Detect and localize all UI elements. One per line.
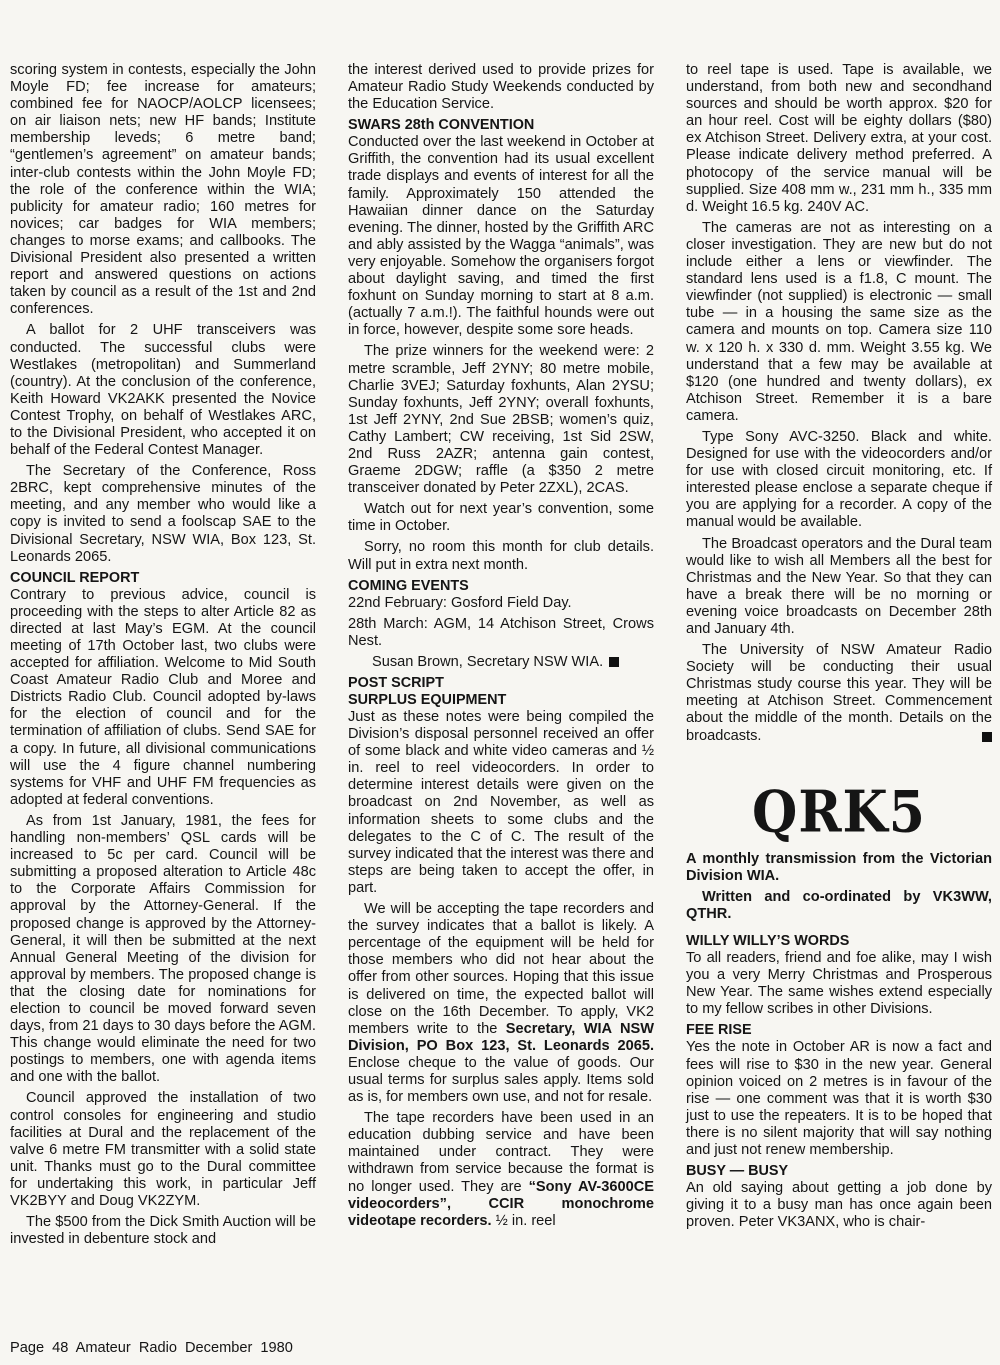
paragraph: Conducted over the last weekend in October at Griffith, the convention had its usual excellent trade displays and events of interest for all the family. Approximately 150 attended the Hawaiian dinner dance on the Saturday evening. The dinner, hosted by the Griffith ARC and ably assisted by the Wagga “animals”, was very enjoyable. Somehow the organisers forgot about daylight saving, and timed the first foxhunt on Sunday morning to start at 8 a.m. (actually 7 a.m.!). The faithful hounds were out in force, however, despite some sore heads. xyxy=(348,134,654,339)
page-footer: Page 48 Amateur Radio December 1980 xyxy=(10,1340,293,1356)
column-middle xyxy=(348,62,654,1234)
section-heading-fee-rise: FEE RISE xyxy=(686,1022,752,1039)
paragraph: Council approved the installation of two control consoles for engineering and studio facilities at Dural and the replacement of the valve 6 metre FM transmitter with a solid state unit. Thanks must go to the Dural committee for undertaking this work, in particular Jeff VK2BYY and Doug VK2ZYM. xyxy=(10,1090,316,1209)
column-left xyxy=(10,62,316,1252)
paragraph: Watch out for next year’s convention, some time in October. xyxy=(348,501,654,535)
paragraph: An old saying about getting a job done by giving it to a busy man has once again been proven. Peter VK3ANX, who is chair- xyxy=(686,1180,992,1231)
paragraph xyxy=(348,901,654,1106)
text-run: ½ in. reel xyxy=(491,1212,556,1229)
paragraph: Contrary to previous advice, council is proceeding with the steps to alter Article 82 as directed at last May’s EGM. At the council meeting of 17th October last, two clubs were accepted for affiliation. Welcome to Mid South Coast Amateur Radio Club and Moree and Districts Radio Club. Council adopted by-laws for the election of council and for the termination of affiliation of clubs. Send SAE for a copy. In future, all divisional communications will use the 4 figure channel numbering systems for VHF and UHF FM frequencies as adopted at federal conventions. xyxy=(10,586,316,808)
column-subtitle: A monthly transmission from the Victorian Division WIA. xyxy=(686,850,992,884)
section-heading-swars: SWARS 28th CONVENTION xyxy=(348,117,535,134)
product-name-bold: “Sony AV-3600CE videocorders”, CCIR monochrome videotape recorders. xyxy=(348,1178,654,1229)
event-item: 28th March: AGM, 14 Atchison Street, Crows Nest. xyxy=(348,615,654,649)
paragraph: Just as these notes were being compiled the Division’s disposal personnel received an offer of some black and white video cameras and ½ in. reel to reel videocorders. In order to determine interest details were given on the broadcast on 2nd November, as well as information sheets to some clubs and the delegates to the C of C. The result of the survey indicated that the interest was there and steps are being taken to accept the offer, in part. xyxy=(348,709,654,896)
end-of-article-mark xyxy=(609,657,619,667)
column-byline: Written and co-ordinated by VK3WW, QTHR. xyxy=(686,888,992,922)
text-run: We will be accepting the tape recorders and the survey indicates that a ballot is likely. A percentage of the equipment will be held for those members who did not hear about the offer from other sources. Hoping that this issue is delivered on time, the expected ballot will close on the 16th December. To apply, VK2 members write to the xyxy=(348,901,654,1037)
section-heading-post-script: POST SCRIPT xyxy=(348,675,444,691)
address-bold: Secretary, WIA NSW Division, PO Box 123, St. Leonards 2065. xyxy=(348,1020,654,1054)
paragraph: The Secretary of the Conference, Ross 2BRC, kept comprehensive minutes of the meeting, and any member who would like a copy is invited to send a foolscap SAE to the Divisional Secretary, NSW WIA, Box 123, St. Leonards 2065. xyxy=(10,463,316,565)
paragraph: To all readers, friend and foe alike, may I wish you a very Merry Christmas and Prosperous New Year. The same wishes extend especially to my fellow scribes in other Divisions. xyxy=(686,950,992,1018)
section-heading-busy: BUSY — BUSY xyxy=(686,1163,789,1180)
paragraph: to reel tape is used. Tape is available, we understand, from both new and secondhand sources and should be worth approx. $20 for an hour reel. Cost will be eighty dollars ($80) ex Atchison Street. Delivery extra, at your cost. Please indicate delivery method preferred. A photocopy of the service manual will be supplied. Size 408 mm w., 231 mm h., 335 mm d. Weight 16.5 kg. 240V AC. xyxy=(686,62,992,215)
paragraph: Yes the note in October AR is now a fact and fees will rise to $30 in the new year. General opinion voiced on 2 metres is in favour of the rise — one comment was that it is worth $30 just to use the repeaters. It is to be hoped that there is no silent majority that will say nothing and just not renew membership. xyxy=(686,1039,992,1158)
text-run: Enclose cheque to the value of goods. Our usual terms for surplus sales apply. Items sold as is, for members own use, and not for resale. xyxy=(348,1054,654,1106)
section-heading-council-report: COUNCIL REPORT xyxy=(10,569,140,586)
paragraph: the interest derived used to provide prizes for Amateur Radio Study Weekends conducted by the Education Service. xyxy=(348,62,654,113)
event-item: 22nd February: Gosford Field Day. xyxy=(348,594,572,611)
paragraph: The Broadcast operators and the Dural team would like to wish all Members all the best for Christmas and the New Year. So that they can have a break there will be no morning or evening voice broadcasts on December 28th and January 4th. xyxy=(686,535,992,637)
qrk5-masthead: QRK5 xyxy=(752,778,926,846)
paragraph: A ballot for 2 UHF transceivers was conducted. The successful clubs were Westlakes (metropolitan) and Summerland (country). At the conclusion of the conference, Keith Howard VK2AKK presented the Novice Contest Trophy, on behalf of Westlakes ARC, to the Divisional President, who accepted it on behalf of the Federal Contest Manager. xyxy=(10,322,316,459)
text-run: The tape recorders have been used in an education dubbing service and have been maintained under contract. They were withdrawn from service because the format is no longer used. They are xyxy=(348,1110,654,1195)
section-heading-coming-events: COMING EVENTS xyxy=(348,577,469,594)
column-right xyxy=(686,62,992,1235)
paragraph: As from 1st January, 1981, the fees for handling non-members’ QSL cards will be increased to 5c per card. Council will be submitting a proposed alteration to Article 48c to the Corporate Affairs Commission for approval by the Attorney-General. If the proposed change is approved by the Attorney-General, it will then be submitted at the next Annual General Meeting of the division for approval by members. The proposed change is that the closing date for nominations for election to council be moved forward seven days, from 21 days to 30 days before the AGM. This change would eliminate the need for two postings to members, one with agenda items and one with the ballot. xyxy=(10,812,316,1086)
section-heading-willy-willy: WILLY WILLY’S WORDS xyxy=(686,933,850,950)
text-run: The University of NSW Amateur Radio Society will be conducting their usual Christmas study course this year. They will be meeting at Atchison Street. Commencement about the middle of the month. Details on the broadcasts. xyxy=(686,642,992,744)
signature-text: Susan Brown, Secretary NSW WIA. xyxy=(372,653,604,670)
paragraph: scoring system in contests, especially the John Moyle FD; fee increase for amateurs; combined fee for NAOCP/AOLCP licensees; on air liaison nets; new HF bands; Institute membership leveds; 6 metre band; “gentlemen’s agreement” on amateur bands; inter-club contests within the John Moyle FD; the role of the conference within the WIA; publicity for amateur radio; 160 metres for novices; car badges for WIA members; changes to morse exams; and callbooks. The Divisional President also presented a written report and answered questions on actions taken by council as a result of the 1st and 2nd conferences. xyxy=(10,62,316,318)
paragraph xyxy=(686,642,992,745)
paragraph: The cameras are not as interesting on a closer investigation. They are new but do not include either a lens or viewfinder. The standard lens used is a f1.8, C mount. The viewfinder (not supplied) is electronic — small tube — in a housing the same size as the camera and mounts on top. Camera size 110 w. x 120 h. x 330 d. mm. Weight 3.55 kg. We understand that a few may be available at $120 (one hundred and twenty dollars), ex Atchison Street. Remember it is a bare camera. xyxy=(686,219,992,424)
paragraph xyxy=(348,1110,654,1230)
paragraph: Type Sony AVC-3250. Black and white. Designed for use with the videocorders and/or for use with closed circuit monitoring, etc. If interested please enclose a separate cheque if you are applying for a recorder. A copy of the manual would be available. xyxy=(686,428,992,531)
paragraph: The prize winners for the weekend were: 2 metre scramble, Jeff 2YNY; 80 metre mobile, Charlie 3VEJ; Saturday foxhunts, Alan 2YSU; Sunday foxhunts, Jeff 2YNY; overall foxhunts, 1st Jeff 2YNY, 2nd Sue 2BSB; women’s quiz, Cathy Lambert; CW receiving, 1st Sid 2SW, 2nd Russ 2AZR; antenna gain contest, Graeme 2DGW; raffle (a $350 2 metre transceiver donated by Peter 2ZXL), 2CAS. xyxy=(348,343,654,497)
paragraph: Sorry, no room this month for club details. Will put in extra next month. xyxy=(348,539,654,573)
signature-line xyxy=(348,654,654,671)
end-of-article-mark xyxy=(982,732,992,742)
section-heading-surplus-equipment: SURPLUS EQUIPMENT xyxy=(348,692,507,708)
paragraph: The $500 from the Dick Smith Auction will be invested in debenture stock and xyxy=(10,1214,316,1248)
